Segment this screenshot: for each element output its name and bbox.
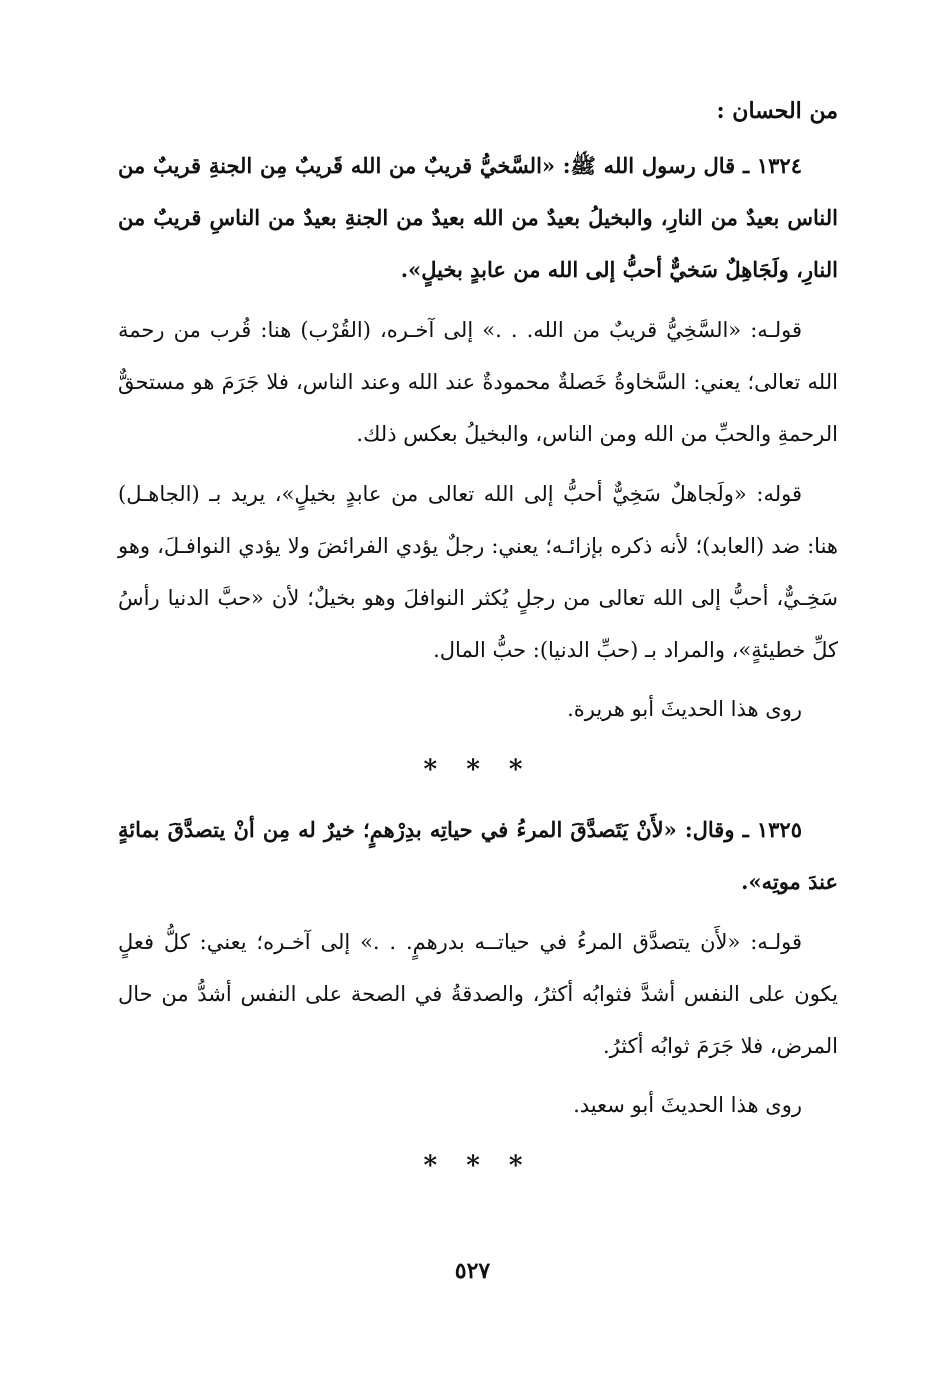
- hadith-1324-commentary-1: قولـه: «السَّخِيُّ قريبٌ من الله. . .» إلى آخـره، (القُرْب) هنا: قُرب من رحمة الله تعالى؛ يعني: السَّخاوةُ خَصلةٌ محمودةٌ عند الله وعند الناس، فلا جَرَمَ هو مستحقٌّ الرحمةِ والحبِّ من الله ومن الناس، والبخيلُ بعكس ذلك.: [118, 318, 838, 446]
- hadith-1324-narrator: روى هذا الحديثَ أبو هريرة.: [567, 697, 802, 721]
- hadith-1325-text: ١٣٢٥ ـ وقال: «لأَنْ يَتَصدَّقَ المرءُ في حياتِه بدِرْهمٍ؛ خيرٌ له مِن أنْ يتصدَّقَ بمائةٍ عندَ موتِه».: [118, 817, 838, 894]
- hadith-1325-narrator: روى هذا الحديثَ أبو سعيد.: [573, 1093, 802, 1117]
- separator-1: * * *: [423, 755, 533, 785]
- section-heading: من الحسان :: [716, 98, 838, 124]
- separator-2: * * *: [423, 1151, 533, 1181]
- hadith-1324-commentary-2: قوله: «ولَجاهلٌ سَخِيٌّ أحبُّ إلى الله تعالى من عابدٍ بخيلٍ»، يريد بـ (الجاهـل) هنا: ضد (العابد)؛ لأنه ذكره بإزائـه؛ يعني: رجلٌ يؤدي الفرائضَ ولا يؤدي النوافـلَ، وهو سَخِـيٌّ، أحبُّ إلى الله تعالى من رجلٍ يُكثر النوافلَ وهو بخيلٌ؛ لأن «حبَّ الدنيا رأسُ كلِّ خطيئةٍ»، والمراد بـ (حبِّ الدنيا): حبُّ المال.: [118, 482, 838, 662]
- hadith-1325-commentary: قولـه: «لأَن يتصدَّق المرءُ في حياتــه بدرهمٍ. . .» إلى آخـره؛ يعني: كلُّ فعلٍ يكون على النفس أشدَّ فثوابُه أكثرُ، والصدقةُ في الصحة على النفس أشدُّ من حال المرض، فلا جَرَمَ ثوابُه أكثرُ.: [118, 930, 838, 1058]
- hadith-1324-text: ١٣٢٤ ـ قال رسول الله ﷺ: «السَّخيُّ قريبٌ من الله قَريبٌ مِن الجنةِ قريبٌ من الناس بعيدٌ من النارِ، والبخيلُ بعيدٌ من الله بعيدٌ من الجنةِ بعيدٌ من الناسِ قريبٌ من النارِ، ولَجَاهِلٌ سَخيٌّ أحبُّ إلى الله من عابدٍ بخيلٍ».: [118, 153, 838, 282]
- page-body: [118, 88, 838, 1200]
- page-number: ٥٢٧: [454, 1258, 491, 1284]
